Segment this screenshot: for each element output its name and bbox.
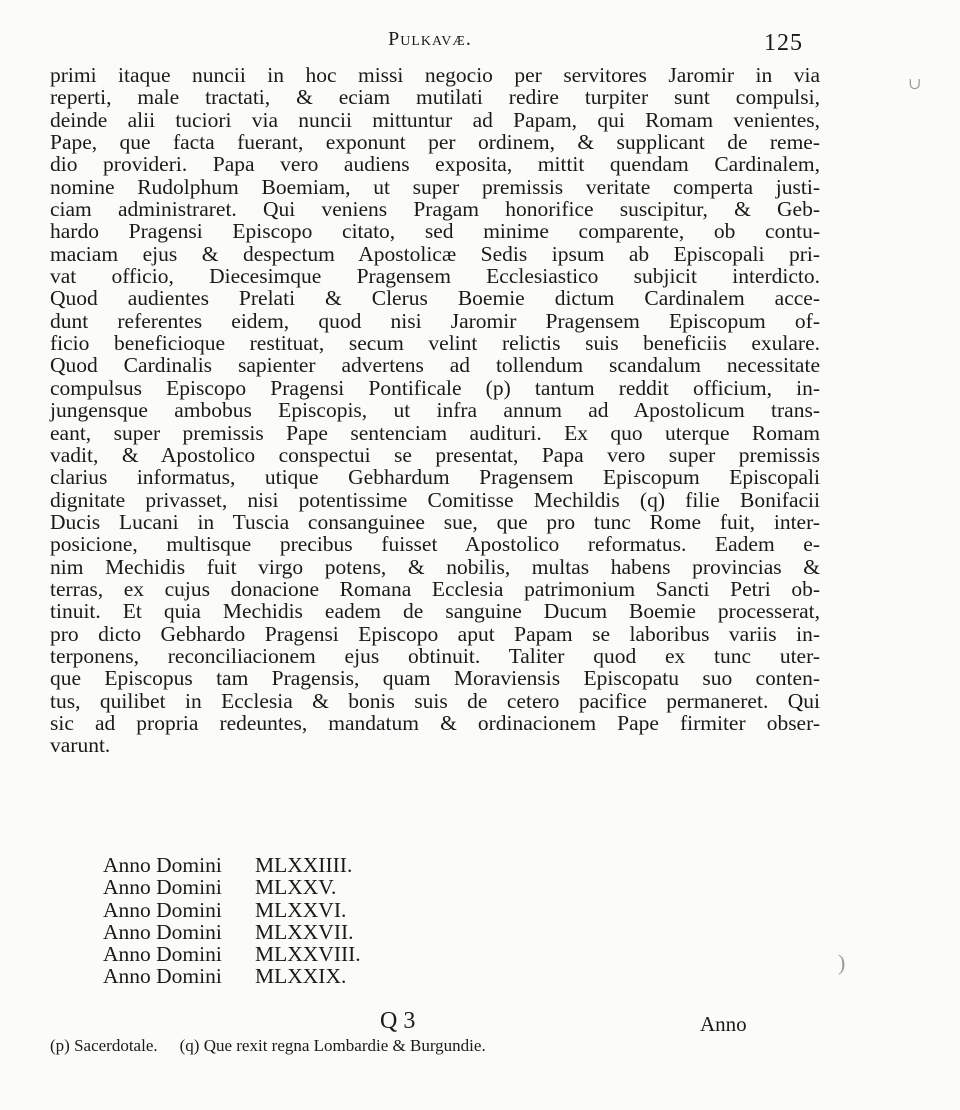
signature-mark: Q 3 — [380, 1008, 416, 1034]
text-line: ficio beneficioque restituat, secum velint relictis suis beneficiis exulare. — [50, 331, 820, 356]
year-label: Anno Domini — [103, 853, 222, 877]
year-label: Anno Domini — [103, 919, 222, 944]
footnote-q: (q) Que rexit regna Lombardie & Burgundie. — [179, 1036, 486, 1055]
year-label: Anno Domini — [103, 875, 222, 900]
text-line: jungensque ambobus Episcopis, ut infra annum ad Apostolicum trans- — [50, 398, 820, 423]
text-line: varunt. — [50, 733, 111, 758]
text-line: posicione, multisque precibus fuisset Apostolico reformatus. Eadem e- — [50, 532, 820, 557]
text-line: nim Mechidis fuit virgo potens, & nobilis, multas habens provincias & — [50, 554, 820, 579]
year-entry — [103, 876, 361, 898]
text-line: que Episcopus tam Pragensis, quam Moraviensis Episcopatu suo conten- — [50, 666, 820, 691]
text-line: vadit, & Apostolico conspectui se presentat, Papa vero super premissis — [50, 442, 820, 467]
text-line: dio provideri. Papa vero audiens exposita, mittit quendam Cardinalem, — [50, 152, 820, 177]
year-numeral: MLXXVII. — [255, 919, 354, 944]
year-entry — [103, 921, 361, 943]
text-line: terponens, reconciliacionem ejus obtinuit. Taliter quod ex tunc uter- — [50, 643, 820, 668]
footnote-p: (p) Sacerdotale. — [50, 1036, 158, 1055]
year-label: Anno Domini — [103, 942, 222, 967]
year-numeral: MLXXVIII. — [255, 942, 361, 967]
text-line: sic ad propria redeuntes, mandatum & ordinacionem Pape firmiter obser- — [50, 710, 820, 735]
text-line: Quod audientes Prelati & Clerus Boemie dictum Cardinalem acce- — [50, 286, 820, 311]
paper-speck: ) — [838, 950, 846, 975]
year-numeral: MLXXVI. — [255, 897, 347, 922]
text-line: eant, super premissis Pape sentenciam audituri. Ex quo uterque Romam — [50, 420, 820, 445]
year-numeral: MLXXIIII. — [255, 853, 353, 877]
text-line: Pape, que facta fuerant, exponunt per ordinem, & supplicant de reme- — [50, 130, 820, 155]
text-line: primi itaque nuncii in hoc missi negocio per servitores Jaromir in via — [50, 63, 820, 87]
catchword: Anno — [700, 1012, 747, 1036]
text-line: reperti, male tractati, & eciam mutilati redire turpiter sunt compulsi, — [50, 85, 820, 110]
text-line: nomine Rudolphum Boemiam, ut super premissis veritate comperta justi- — [50, 174, 820, 199]
text-line: dunt referentes eidem, quod nisi Jaromir Pragensem Episcopum of- — [50, 308, 820, 333]
text-line: tus, quilibet in Ecclesia & bonis suis de cetero pacifice permaneret. Qui — [50, 688, 820, 713]
text-line: pro dicto Gebhardo Pragensi Episcopo aput Papam se laboribus variis in- — [50, 621, 820, 646]
text-line: terras, ex cujus donacione Romana Ecclesia patrimonium Sancti Petri ob- — [50, 576, 820, 601]
text-line: compulsus Episcopo Pragensi Pontificale (p) tantum reddit officium, in- — [50, 375, 820, 400]
year-entry — [103, 943, 361, 965]
body-text — [50, 64, 820, 757]
text-line: clarius informatus, utique Gebhardum Pragensem Episcopum Episcopali — [50, 465, 820, 490]
year-list — [103, 854, 361, 988]
text-line: Ducis Lucani in Tuscia consanguinee sue, que pro tunc Rome fuit, inter- — [50, 509, 820, 534]
text-line: dignitate privasset, nisi potentissime Comitisse Mechildis (q) filie Bonifacii — [50, 487, 820, 512]
footnotes — [50, 1036, 486, 1056]
year-numeral: MLXXV. — [255, 875, 337, 900]
year-entry — [103, 899, 361, 921]
text-line: tinuit. Et quia Mechidis eadem de sanguine Ducum Boemie processerat, — [50, 599, 820, 624]
text-line: hardo Pragensi Episcopo citato, sed minime comparente, ob contu- — [50, 219, 820, 244]
text-line: ciam administraret. Qui veniens Pragam honorifice suscipitur, & Geb- — [50, 197, 820, 222]
text-line: Quod Cardinalis sapienter advertens ad tollendum scandalum necessitate — [50, 353, 820, 378]
year-label: Anno Domini — [103, 964, 222, 989]
text-line: deinde alii tuciori via nuncii mittuntur ad Papam, qui Romam venientes, — [50, 107, 820, 132]
running-title: Pulkavæ. — [388, 28, 472, 50]
text-line: vat officio, Diecesimque Pragensem Ecclesiastico subjicit interdicto. — [50, 264, 820, 289]
page-number: 125 — [764, 30, 803, 56]
text-line: maciam ejus & despectum Apostolicæ Sedis ipsum ab Episcopali pri- — [50, 241, 820, 266]
year-numeral: MLXXIX. — [255, 964, 347, 989]
year-entry — [103, 854, 361, 876]
year-entry — [103, 965, 361, 987]
paper-speck: ∪ — [908, 76, 922, 93]
year-label: Anno Domini — [103, 897, 222, 922]
